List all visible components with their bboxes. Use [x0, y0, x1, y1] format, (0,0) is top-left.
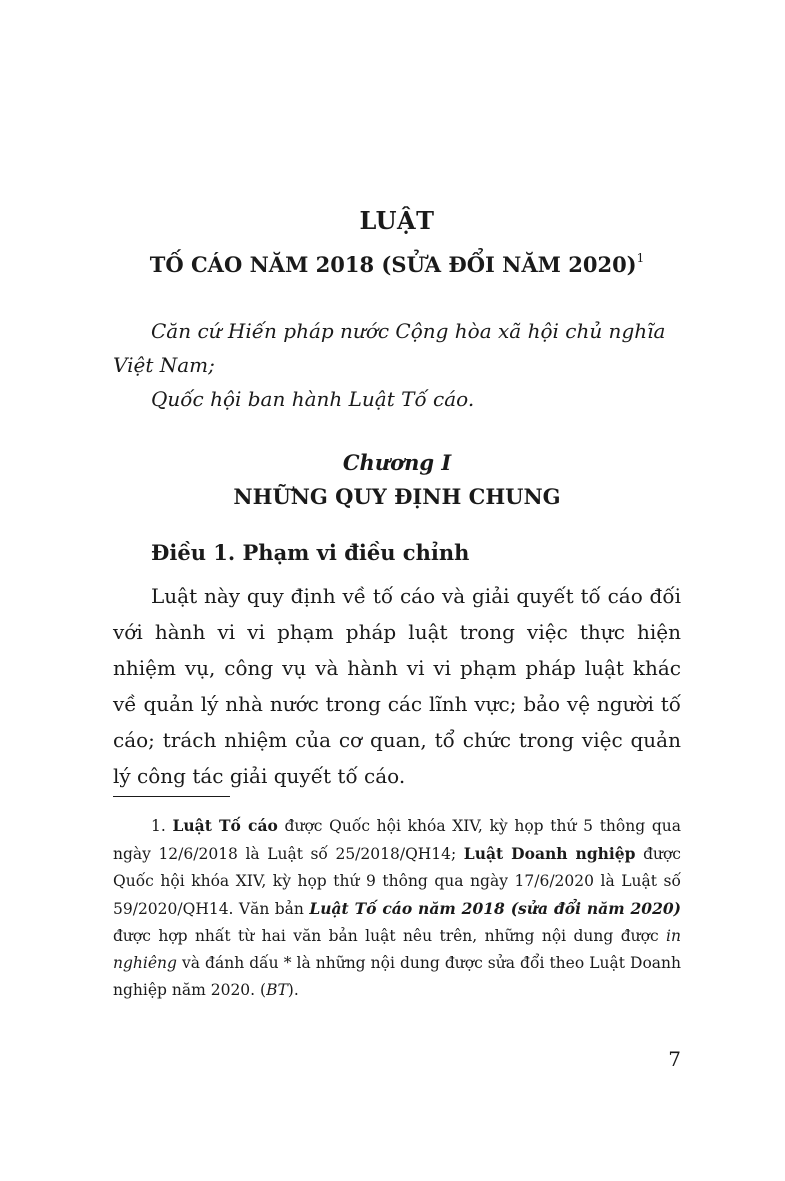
footnote-divider: [113, 796, 230, 797]
law-title: LUẬT: [359, 206, 435, 235]
chapter-number: Chương I: [342, 450, 452, 475]
law-subtitle-text: TỐ CÁO NĂM 2018 (SỬA ĐỔI NĂM 2020): [149, 252, 637, 277]
preamble-enactment: Quốc hội ban hành Luật Tố cáo.: [151, 387, 475, 411]
footnote-italic-term: in nghiêng: [113, 927, 681, 972]
footnote-text: được Quốc hội khóa XIV, kỳ họp thứ 5 thông qua ngày 12/6/2018 là Luật số 25/2018/QH14;: [113, 817, 681, 863]
article-heading: Điều 1. Phạm vi điều chỉnh: [151, 540, 470, 565]
preamble: [113, 314, 681, 416]
chapter-title: NHỮNG QUY ĐỊNH CHUNG: [233, 484, 561, 509]
article-body: Luật này quy định về tố cáo và giải quyết tố cáo đối với hành vi vi phạm pháp luật trong việc thực hiện nhiệm vụ, công vụ và hành vi vi phạm pháp luật khác về quản lý nhà nước trong các lĩnh vực; bảo vệ người tố cáo; trách nhiệm của cơ quan, tổ chức trong việc quản lý công tác giải quyết tố cáo.: [113, 584, 681, 788]
footnote-abbreviation: BT: [266, 981, 288, 999]
document-page: [113, 0, 681, 1181]
footnote-law-name: Luật Tố cáo: [172, 816, 278, 835]
footnote-number: 1.: [151, 817, 166, 835]
footnote-text: được Quốc hội khóa XIV, kỳ họp thứ 9 thông qua ngày 17/6/2020 là Luật số 59/2020/QH14. Văn bản: [113, 845, 681, 918]
law-subtitle: [113, 252, 681, 277]
footnote-law-name: Luật Doanh nghiệp: [463, 844, 636, 863]
page-number: 7: [668, 1047, 681, 1071]
footnote: [113, 812, 681, 1004]
footnote-document-title: Luật Tố cáo năm 2018 (sửa đổi năm 2020): [309, 899, 681, 918]
preamble-basis: Căn cứ Hiến pháp nước Cộng hòa xã hội chủ nghĩa Việt Nam;: [113, 319, 666, 377]
footnote-text: và đánh dấu * là những nội dung được sửa đổi theo Luật Doanh nghiệp năm 2020. (: [113, 954, 681, 999]
footnote-text: ).: [287, 981, 299, 999]
footnote-text: được hợp nhất từ hai văn bản luật nêu trên, những nội dung được: [113, 927, 659, 945]
footnote-reference: 1: [636, 251, 645, 265]
